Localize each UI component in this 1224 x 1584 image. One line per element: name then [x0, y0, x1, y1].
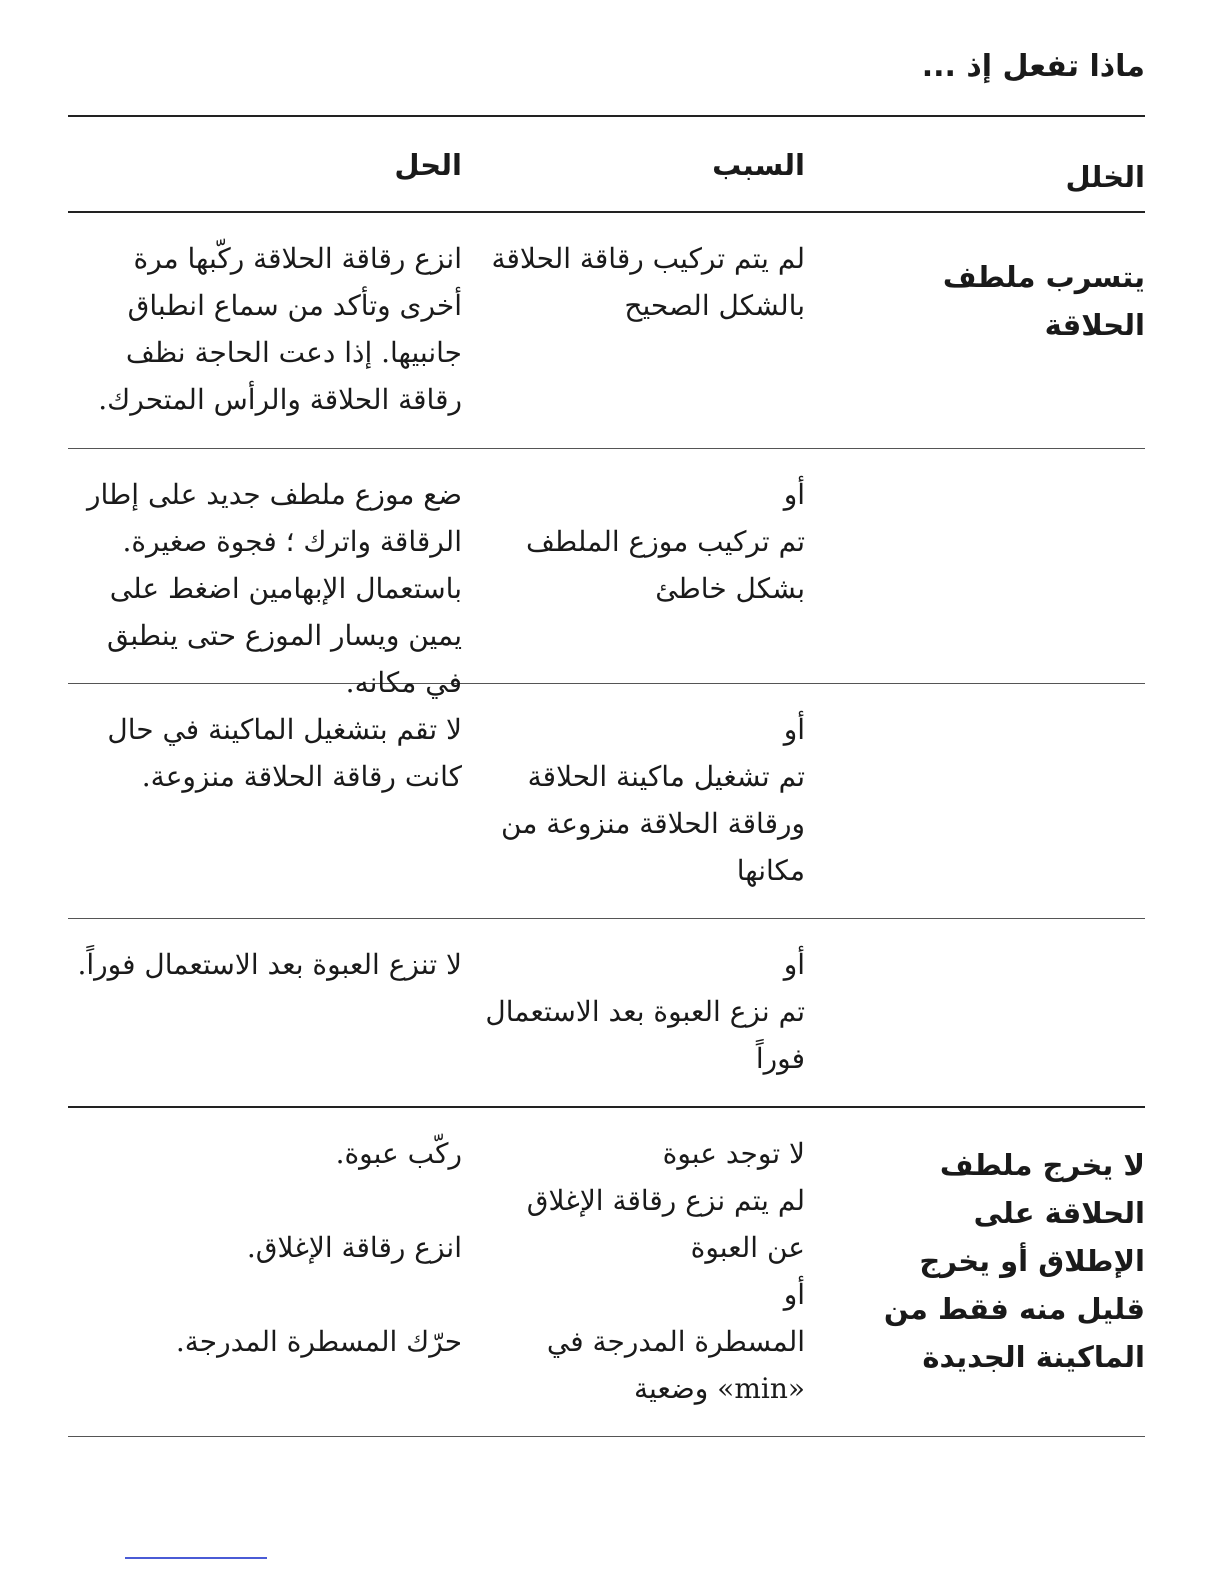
solution-cell: ضع موزع ملطف جديد على إطار الرقاقة واترك ؛ فجوة صغيرة. باستعمال الإبهامين اضغط على يمين ويسار الموزع حتى ينطبق في مكانه. [86, 478, 462, 699]
fault-cell: لا يخرج ملطف الحلاقة على الإطلاق أو يخرج قليل منه فقط من الماكينة الجديدة [883, 1148, 1145, 1374]
cause-text: تم نزع العبوة بعد الاستعمال فوراً [485, 995, 805, 1075]
or-label: أو [783, 713, 805, 746]
solution-cell: لا تنزع العبوة بعد الاستعمال فوراً. [77, 948, 462, 981]
solution-cell: انزع رقاقة الحلاقة ركّبها مرة أخرى وتأكد من سماع انطباق جانبيها. إذا دعت الحاجة نظف رقاقة الحلاقة والرأس المتحرك. [98, 242, 462, 416]
table-row [68, 449, 1145, 699]
spacer [67, 1177, 462, 1224]
table-row [68, 684, 1145, 919]
column-header-cause: السبب [712, 148, 805, 182]
table-header [68, 117, 1145, 213]
cause-cell [485, 471, 805, 612]
column-header-fault: الخلل [1065, 160, 1145, 194]
or-label: أو [783, 948, 805, 981]
cause-cell: لم يتم تركيب رقاقة الحلاقة بالشكل الصحيح [491, 242, 805, 322]
or-label: أو [783, 1278, 805, 1311]
cause-cell [485, 1130, 805, 1412]
cause-text: لم يتم نزع رقاقة الإغلاق عن العبوة [526, 1184, 805, 1264]
troubleshooting-table [68, 115, 1145, 1437]
solution-cell [67, 1130, 462, 1365]
solution-cell: لا تقم بتشغيل الماكينة في حال كانت رقاقة الحلاقة منزوعة. [107, 713, 462, 793]
solution-text: انزع رقاقة الإغلاق. [246, 1231, 462, 1264]
fault-cell: يتسرب ملطف الحلاقة [942, 260, 1145, 342]
cause-text: تم تركيب موزع الملطف بشكل خاطئ [525, 525, 805, 605]
solution-text: حرّك المسطرة المدرجة. [175, 1325, 462, 1358]
page-title: ماذا تفعل إذ ... [921, 49, 1145, 84]
table-row [68, 1108, 1145, 1437]
cause-text: تم تشغيل ماكينة الحلاقة ورقاقة الحلاقة منزوعة من مكانها [501, 760, 805, 887]
cause-cell [485, 941, 805, 1082]
cause-text: لا توجد عبوة [662, 1137, 805, 1170]
column-header-solution: الحل [394, 148, 462, 182]
table-row [68, 213, 1145, 449]
or-label: أو [783, 478, 805, 511]
cause-text: المسطرة المدرجة في «min» وضعية [546, 1325, 805, 1405]
cause-cell [485, 706, 805, 894]
spacer [67, 1271, 462, 1318]
table-row [68, 919, 1145, 1108]
footnote-divider [125, 1557, 267, 1559]
solution-text: ركّب عبوة. [335, 1137, 462, 1170]
